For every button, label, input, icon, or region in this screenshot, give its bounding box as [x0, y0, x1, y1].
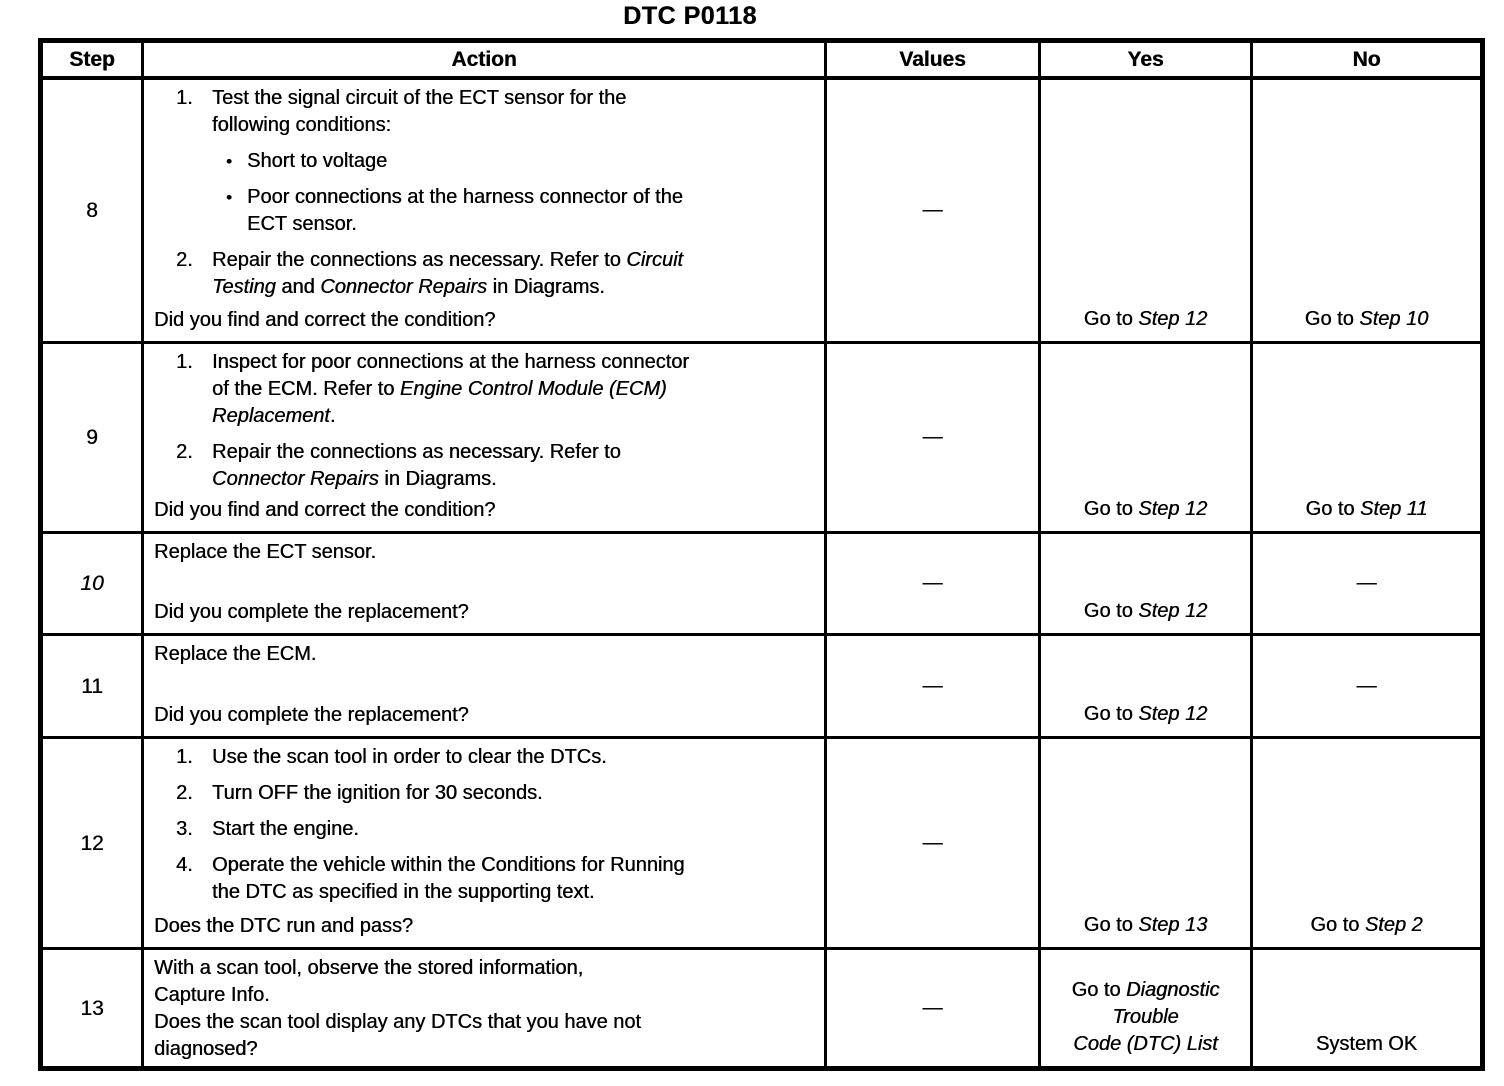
question-text: [152, 307, 816, 334]
table-row: [41, 533, 1483, 635]
text-line: Replacement.: [212, 405, 336, 427]
text-line: Inspect for poor connections at the harness connector: [212, 351, 689, 373]
italic-text: Step 12: [1138, 308, 1208, 330]
text-line: following conditions:: [212, 114, 391, 136]
values-cell: [826, 78, 1040, 343]
text-line: Go to Step 12: [1083, 600, 1208, 622]
action-cell: [143, 738, 826, 949]
item-text: [212, 852, 685, 906]
italic-text: Step 12: [1138, 703, 1208, 725]
text-line: diagnosed?: [154, 1038, 258, 1060]
step-cell: 10: [41, 533, 143, 635]
values-cell: [826, 949, 1040, 1069]
question-text: [152, 1009, 816, 1063]
italic-text: Connector Repairs: [212, 468, 379, 490]
item-number: 3.: [176, 818, 193, 840]
step-cell: 9: [41, 343, 143, 533]
values-cell: [826, 343, 1040, 533]
text-line: Go to Step 12: [1083, 703, 1208, 725]
action-steps: [152, 955, 816, 1009]
action-content: [152, 85, 816, 334]
table-row: [41, 635, 1483, 738]
item-text: [212, 247, 683, 301]
action-steps: [152, 85, 816, 301]
action-cell: [143, 635, 826, 738]
text-line: Go to Step 12: [1083, 498, 1208, 520]
table-row: [41, 78, 1483, 343]
col-header-action: Action: [143, 41, 826, 79]
action-content: [152, 744, 816, 940]
text-line: Operate the vehicle within the Conditions for Running: [212, 854, 685, 876]
text-line: Go to Step 12: [1083, 308, 1208, 330]
table-body: [41, 78, 1483, 1069]
yes-cell: [1040, 78, 1252, 343]
text-line: Start the engine.: [212, 818, 359, 840]
bullet-icon: •: [226, 188, 232, 207]
text-line: Replace the ECM.: [154, 643, 317, 665]
item-text: [212, 744, 607, 771]
text-line: Did you find and correct the condition?: [154, 499, 496, 521]
header-row: [41, 41, 1483, 79]
text-line: Repair the connections as necessary. Refer to: [212, 441, 621, 463]
no-cell: [1252, 343, 1483, 533]
text-line: —: [922, 426, 943, 448]
item-text: [212, 439, 621, 493]
numbered-item: [152, 744, 816, 771]
yes-cell: [1040, 949, 1252, 1069]
col-header-values: Values: [826, 41, 1040, 79]
numbered-item: [152, 85, 816, 139]
values-cell: [826, 738, 1040, 949]
values-cell: [826, 533, 1040, 635]
item-number: 2.: [176, 249, 193, 271]
text-line: —: [922, 199, 943, 221]
table-row: [41, 343, 1483, 533]
question-text: [152, 497, 816, 524]
italic-text: Step 2: [1364, 914, 1423, 936]
numbered-item: [152, 439, 816, 493]
text-line: Go to Step 10: [1304, 308, 1429, 330]
italic-text: Diagnostic: [1126, 979, 1220, 1001]
text-line: Go to Diagnostic: [1071, 979, 1220, 1001]
italic-text: Trouble: [1112, 1006, 1179, 1028]
italic-text: Code (DTC) List: [1073, 1033, 1218, 1055]
action-text: [152, 641, 816, 668]
action-steps: [152, 641, 816, 668]
step-cell: 12: [41, 738, 143, 949]
numbered-item: [152, 780, 816, 807]
numbered-item: [152, 349, 816, 430]
action-content: [152, 539, 816, 626]
text-line: [1045, 1031, 1246, 1058]
text-line: Did you complete the replacement?: [154, 601, 469, 623]
text-line: Go to Step 2: [1310, 914, 1423, 936]
action-steps: [152, 349, 816, 493]
text-line: the DTC as specified in the supporting text.: [212, 881, 595, 903]
item-text: [212, 85, 626, 139]
item-number: 2.: [176, 782, 193, 804]
question-text: [152, 702, 816, 729]
text-line: —: [922, 996, 943, 1019]
text-line: Testing and Connector Repairs in Diagrams.: [212, 276, 605, 298]
text-line: —: [1356, 674, 1377, 697]
numbered-item: [152, 247, 816, 301]
text-line: Test the signal circuit of the ECT sensor for the: [212, 87, 627, 109]
text-line: With a scan tool, observe the stored information,: [154, 957, 584, 979]
yes-cell: [1040, 635, 1252, 738]
item-number: 1.: [176, 746, 193, 768]
item-number: 4.: [176, 854, 193, 876]
text-line: —: [922, 674, 943, 697]
italic-text: Step 11: [1360, 498, 1428, 520]
bullet-item: [152, 184, 816, 238]
text-line: Capture Info.: [154, 984, 270, 1006]
item-number: 2.: [176, 441, 193, 463]
italic-text: Step 13: [1138, 914, 1208, 936]
text-line: Use the scan tool in order to clear the DTCs.: [212, 746, 607, 768]
text-line: Does the scan tool display any DTCs that you have not: [154, 1011, 641, 1033]
italic-text: Replacement: [212, 405, 330, 427]
no-cell: [1252, 738, 1483, 949]
text-line: —: [922, 831, 943, 854]
bullet-item: [152, 148, 816, 175]
text-line: ECT sensor.: [247, 213, 357, 235]
italic-text: Circuit: [626, 249, 683, 271]
yes-cell: [1040, 343, 1252, 533]
item-text: [212, 816, 359, 843]
step-cell: 11: [41, 635, 143, 738]
col-header-yes: Yes: [1040, 41, 1252, 79]
no-cell: [1252, 635, 1483, 738]
action-content: [152, 641, 816, 729]
italic-text: Engine Control Module (ECM): [399, 378, 667, 400]
text-line: —: [1356, 572, 1377, 594]
text-line: —: [922, 572, 943, 594]
text-line: Turn OFF the ignition for 30 seconds.: [212, 782, 543, 804]
item-text: [212, 780, 543, 807]
text-line: Does the DTC run and pass?: [154, 915, 414, 937]
italic-text: Step 10: [1359, 308, 1429, 330]
text-line: Did you complete the replacement?: [154, 704, 469, 726]
text-line: Short to voltage: [247, 150, 388, 172]
text-line: Go to Step 11: [1305, 498, 1428, 520]
text-line: Connector Repairs in Diagrams.: [212, 468, 497, 490]
table-row: [41, 738, 1483, 949]
text-line: Poor connections at the harness connector of the: [247, 186, 683, 208]
action-steps: [152, 744, 816, 906]
numbered-item: [152, 816, 816, 843]
numbered-item: [152, 852, 816, 906]
page-title: DTC P0118: [623, 2, 757, 30]
step-cell: 8: [41, 78, 143, 343]
text-line: Go to Step 13: [1083, 914, 1208, 936]
no-cell: [1252, 949, 1483, 1069]
text-line: Repair the connections as necessary. Refer to Circuit: [212, 249, 683, 271]
text-line: Did you find and correct the condition?: [154, 309, 496, 331]
dtc-diagnostic-table: [38, 38, 1485, 1071]
col-header-no: No: [1252, 41, 1483, 79]
step-cell: 13: [41, 949, 143, 1069]
italic-text: Step 12: [1138, 498, 1208, 520]
action-text: [152, 539, 816, 566]
action-cell: [143, 533, 826, 635]
action-cell: [143, 78, 826, 343]
no-cell: [1252, 78, 1483, 343]
yes-cell: [1040, 533, 1252, 635]
action-steps: [152, 539, 816, 566]
question-text: [152, 599, 816, 626]
action-content: [152, 349, 816, 524]
italic-text: Connector Repairs: [320, 276, 487, 298]
text-line: Replace the ECT sensor.: [154, 541, 376, 563]
item-text: [247, 148, 387, 175]
col-header-step: Step: [41, 41, 143, 79]
action-text: [152, 955, 816, 1009]
text-line: System OK: [1315, 1033, 1418, 1055]
action-content: [152, 955, 816, 1059]
text-line: [1045, 1004, 1246, 1031]
text-line: of the ECM. Refer to Engine Control Module (ECM): [212, 378, 667, 400]
item-number: 1.: [176, 87, 193, 109]
yes-cell: [1040, 738, 1252, 949]
item-number: 1.: [176, 351, 193, 373]
italic-text: Step 12: [1138, 600, 1208, 622]
italic-text: Testing: [212, 276, 276, 298]
action-cell: [143, 343, 826, 533]
values-cell: [826, 635, 1040, 738]
action-cell: [143, 949, 826, 1069]
question-text: [152, 913, 816, 940]
table-row: [41, 949, 1483, 1069]
bullet-icon: •: [226, 152, 232, 171]
item-text: [247, 184, 683, 238]
item-text: [212, 349, 689, 430]
no-cell: [1252, 533, 1483, 635]
